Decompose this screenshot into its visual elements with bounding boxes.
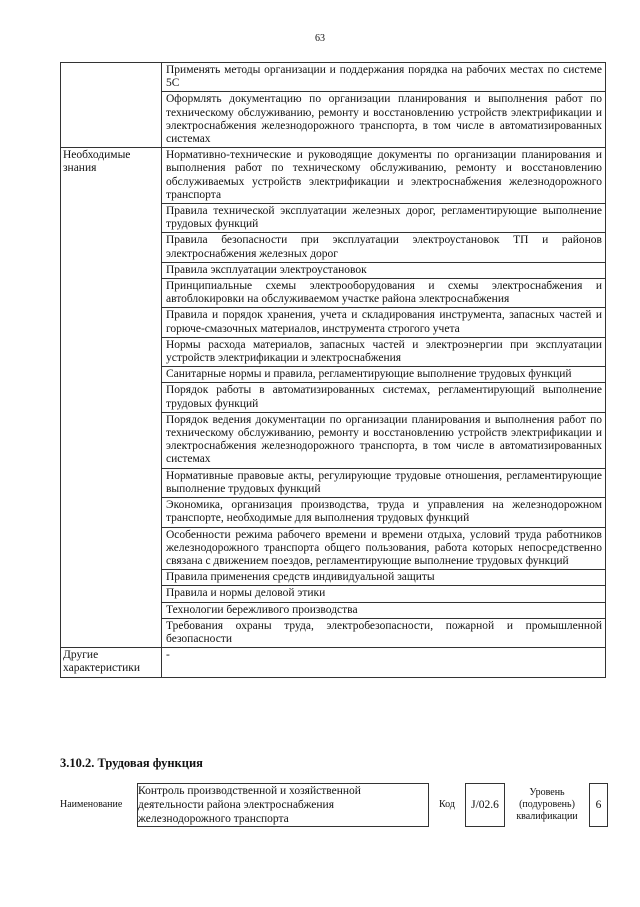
requirement-item: Экономика, организация производства, труда и управления на железнодорожном транспорте, необходимые для выполнения трудовых функций xyxy=(162,498,606,527)
code-value: J/02.6 xyxy=(466,784,505,827)
requirement-item: Порядок работы в автоматизированных системах, регламентирующий выполнение трудовых функций xyxy=(162,383,606,412)
row-label xyxy=(61,63,162,148)
table-row xyxy=(61,148,606,204)
requirement-item: Правила эксплуатации электроустановок xyxy=(162,262,606,278)
requirement-item: Правила и нормы деловой этики xyxy=(162,586,606,602)
page-number: 63 xyxy=(315,33,325,44)
requirement-item: Принципиальные схемы электрооборудования и схемы электроснабжения и автоблокировки на обслуживаемом участке района электроснабжения xyxy=(162,279,606,308)
requirement-item: Особенности режима рабочего времени и времени отдыха, условий труда работников железнодорожного транспорта общего пользования, работа которых непосредственно связана с движением поездов, регламентирующие выполнение трудовых функций xyxy=(162,527,606,570)
requirement-item: - xyxy=(162,648,606,677)
requirement-item: Правила безопасности при эксплуатации электроустановок ТП и районов электроснабжения железных дорог xyxy=(162,233,606,262)
level-label: Уровень (подуровень) квалификации xyxy=(516,787,578,822)
requirement-item: Порядок ведения документации по организации планирования и выполнения работ по техническому обслуживанию, ремонту и восстановлению устройств электрификации и электроснабжения железнодорожного транспорта, в том числе в автоматизированных системах xyxy=(162,412,606,468)
row-label: Необходимые знания xyxy=(61,148,162,648)
level-value: 6 xyxy=(590,784,608,827)
requirement-item: Нормативные правовые акты, регулирующие трудовые отношения, регламентирующие выполнение трудовых функций xyxy=(162,468,606,497)
requirement-item: Нормы расхода материалов, запасных частей и электроэнергии при эксплуатации устройств электрификации и электроснабжения xyxy=(162,337,606,366)
table-row xyxy=(61,63,606,92)
requirement-item: Требования охраны труда, электробезопасности, пожарной и промышленной безопасности xyxy=(162,618,606,647)
requirement-item: Оформлять документацию по организации планирования и выполнения работ по техническому обслуживанию, ремонту и восстановлению устройств электрификации и электроснабжения железнодорожного транспорта, в том числе в автоматизированных системах xyxy=(162,92,606,148)
requirement-item: Санитарные нормы и правила, регламентирующие выполнение трудовых функций xyxy=(162,367,606,383)
requirement-item: Правила технической эксплуатации железных дорог, регламентирующие выполнение трудовых функций xyxy=(162,204,606,233)
requirements-table xyxy=(60,62,606,678)
section-heading: 3.10.2. Трудовая функция xyxy=(60,756,203,770)
name-value: Контроль производственной и хозяйственной деятельности района электроснабжения железнодорожного транспорта xyxy=(138,784,429,827)
row-label: Другие характеристики xyxy=(61,648,162,677)
requirement-item: Технологии бережливого производства xyxy=(162,602,606,618)
requirement-item: Правила применения средств индивидуальной защиты xyxy=(162,570,606,586)
labor-function-table xyxy=(60,783,608,827)
labor-function-row xyxy=(60,784,608,827)
table-row xyxy=(61,648,606,677)
requirement-item: Применять методы организации и поддержания порядка на рабочих местах по системе 5С xyxy=(162,63,606,92)
name-label: Наименование xyxy=(60,799,123,810)
requirement-item: Нормативно-технические и руководящие документы по организации планирования и выполнения работ по техническому обслуживанию, ремонту и восстановлению обслуживаемых устройств электрификации и электроснабжения железнодорожного транспорта xyxy=(162,148,606,204)
code-label: Код xyxy=(439,799,455,810)
requirement-item: Правила и порядок хранения, учета и складирования инструмента, запасных частей и горюче-смазочных материалов, инструмента строгого учета xyxy=(162,308,606,337)
